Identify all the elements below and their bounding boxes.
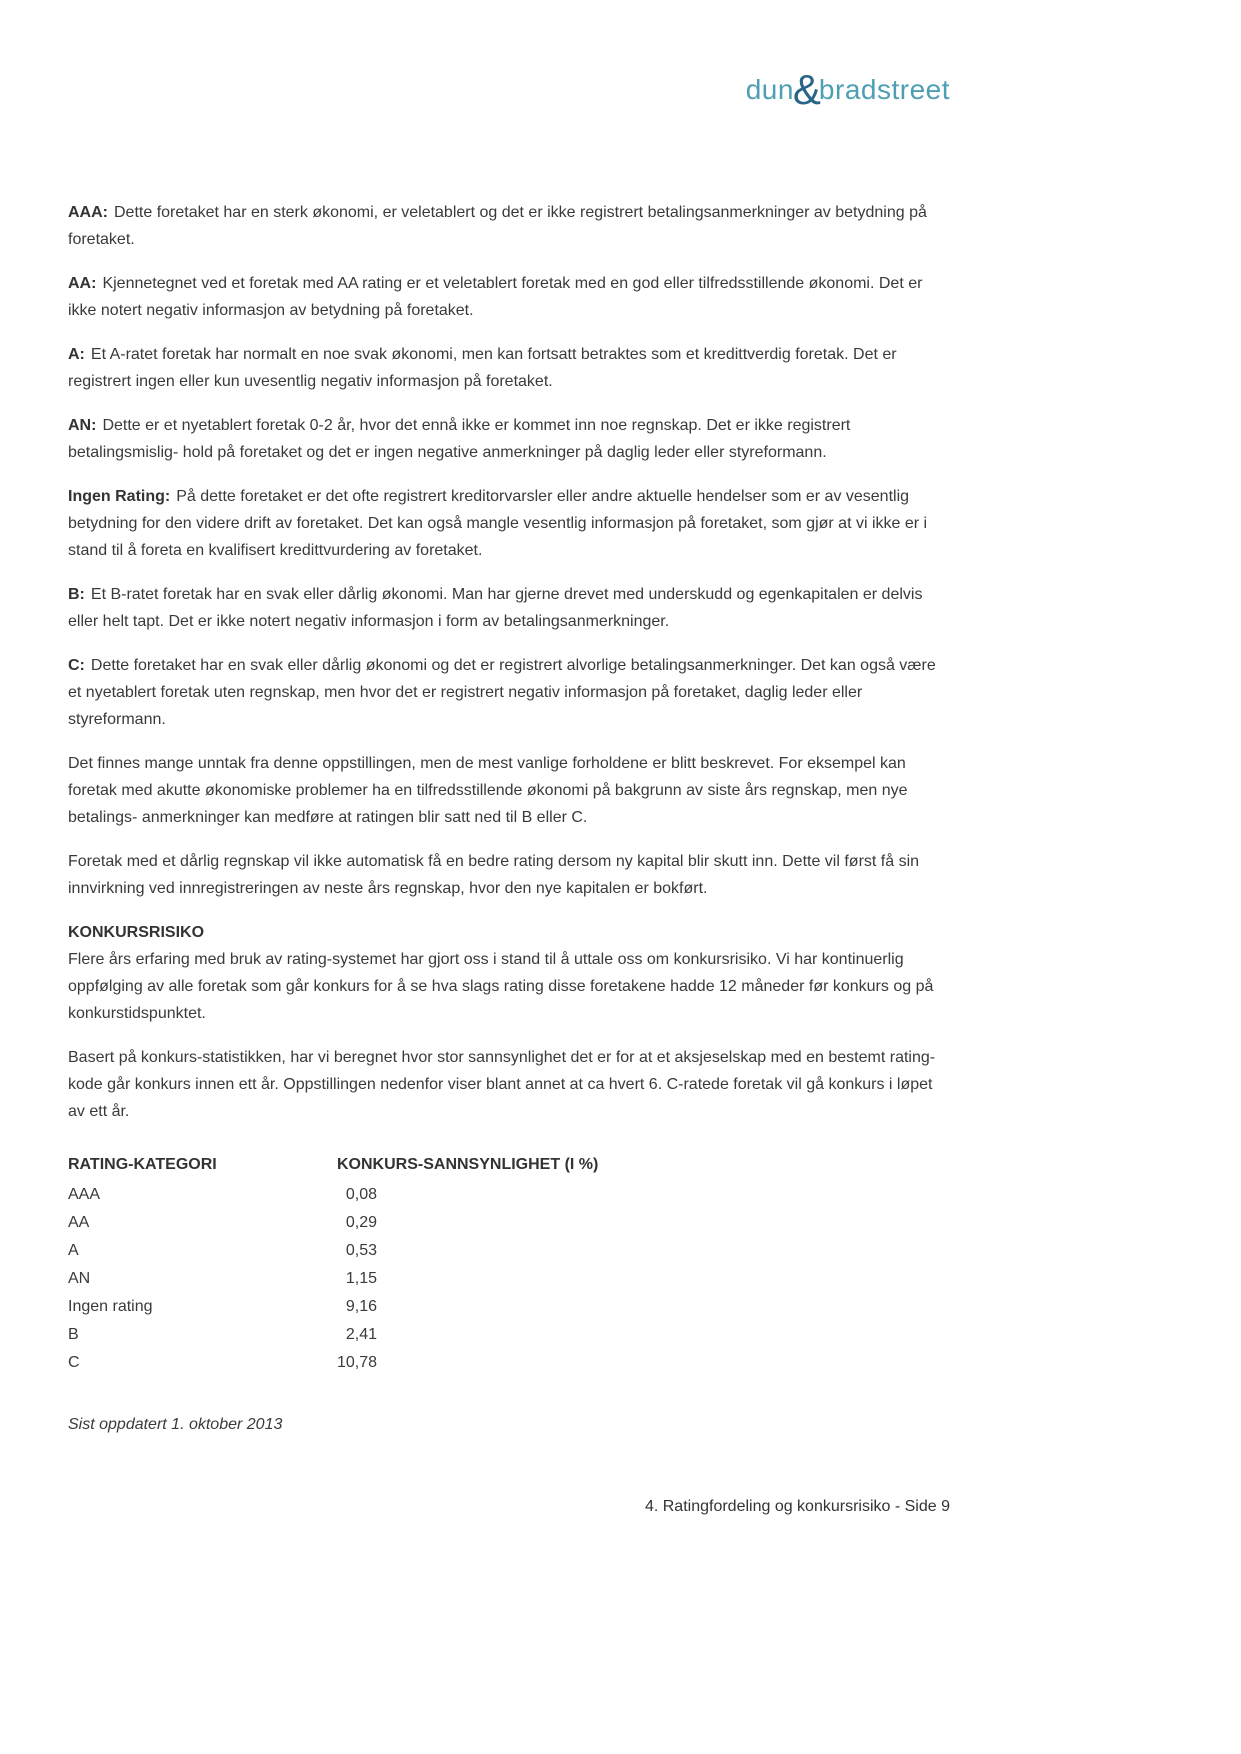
logo-word-bradstreet: bradstreet — [818, 74, 950, 105]
rating-label-c: C: — [68, 657, 85, 674]
logo-word-dun: dun — [745, 74, 794, 105]
paragraph-text: Et A-ratet foretak har normalt en noe svak økonomi, men kan fortsatt betraktes som et kredittverdig foretak. Det er registrert ingen eller kun uvesentlig negativ informasjon på foretaket. — [68, 346, 897, 390]
paragraph-text: Dette foretaket har en sterk økonomi, er veletablert og det er ikke registrert betalingsanmerkninger av betydning på foretaket. — [68, 204, 927, 248]
paragraph-exceptions — [68, 750, 950, 831]
rating-category: Ingen rating — [68, 1298, 153, 1315]
paragraph-a — [68, 341, 950, 395]
konkurs-probability: 9,16 — [345, 1298, 377, 1315]
paragraph-text: Foretak med et dårlig regnskap vil ikke automatisk få en bedre rating dersom ny kapital blir skutt inn. Dette vil først få sin innvirkning ved innregistreringen av neste års regnskap, hvor den nye kapitalen er bokført. — [68, 853, 920, 897]
paragraph-c — [68, 652, 950, 733]
paragraph-new-capital — [68, 848, 950, 902]
rating-category: B — [68, 1326, 79, 1343]
rating-label-aa: AA: — [68, 275, 97, 292]
konkursrisiko-paragraph-2: Basert på konkurs-statistikken, har vi beregnet hvor stor sannsynlighet det er for at et aksjeselskap med en bestemt rating-kode går konkurs innen ett år. Oppstillingen nedenfor viser blant annet at ca hvert 6. C-ratede foretak vil gå konkurs i løpet av ett år. — [68, 1049, 936, 1120]
ampersand-icon: & — [792, 66, 821, 113]
rating-label-a: A: — [68, 346, 85, 363]
table-row — [68, 1293, 950, 1321]
rating-label-ingen-rating: Ingen Rating: — [68, 488, 171, 505]
konkursrisiko-heading: KONKURSRISIKO — [68, 924, 205, 941]
rating-label-aaa: AAA: — [68, 204, 108, 221]
paragraph-text: Kjennetegnet ved et foretak med AA rating er et veletablert foretak med en god eller tilfredsstillende økonomi. Det er ikke notert negativ informasjon av betydning på foretaket. — [68, 275, 923, 319]
konkurs-probability: 0,53 — [345, 1242, 377, 1259]
rating-category: A — [68, 1242, 79, 1259]
table-row — [68, 1209, 950, 1237]
konkurs-probability: 0,29 — [345, 1214, 377, 1231]
konkurs-probability: 1,15 — [345, 1270, 377, 1287]
paragraph-text: På dette foretaket er det ofte registrert kreditorvarsler eller andre aktuelle hendelser som er av vesentlig betydning for den videre drift av foretaket. Det kan også mangle vesentlig informasjon på foretaket, som gjør at vi ikke er i stand til å foreta en kvalifisert kredittvurdering av foretaket. — [68, 488, 928, 559]
paragraph-an — [68, 412, 950, 466]
paragraph-text: Dette er et nyetablert foretak 0-2 år, hvor det ennå ikke er kommet inn noe regnskap. Det er ikke registrert betalingsmislig- hold på foretaket og det er ingen negative anmerkninger på daglig leder eller styreformann. — [68, 417, 851, 461]
konkursrisiko-paragraph-1: Flere års erfaring med bruk av rating-systemet har gjort oss i stand til å uttale oss om konkursrisiko. Vi har kontinuerlig oppfølging av alle foretak som går konkurs for å se hva slags rating disse foretakene hadde 12 måneder før konkurs og på konkurstidspunktet. — [68, 951, 934, 1022]
rating-probability-table — [68, 1151, 950, 1377]
page-content — [68, 0, 950, 1438]
paragraph-ingen-rating — [68, 483, 950, 564]
table-row — [68, 1181, 950, 1209]
rating-category: AN — [68, 1270, 91, 1287]
rating-category: AAA — [68, 1186, 101, 1203]
rating-category: C — [68, 1354, 80, 1371]
table-header-row — [68, 1151, 950, 1179]
paragraph-text: Det finnes mange unntak fra denne oppstillingen, men de mest vanlige forholdene er blitt beskrevet. For eksempel kan foretak med akutte økonomiske problemer ha en tilfredsstillende økonomi på bakgrunn av siste års regnskap, men nye betalings- anmerkninger kan medføre at ratingen blir satt ned til B eller C. — [68, 755, 908, 826]
paragraph-b — [68, 581, 950, 635]
table-row — [68, 1265, 950, 1293]
konkurs-probability: 2,41 — [345, 1326, 377, 1343]
paragraph-text: Dette foretaket har en svak eller dårlig økonomi og det er registrert alvorlige betalingsanmerkninger. Det kan også være et nyetablert foretak uten regnskap, men hvor det er registrert negativ informasjon på foretaket, daglig leder eller styreformann. — [68, 657, 936, 728]
dun-bradstreet-logo — [68, 0, 950, 115]
column-header-konkurs-sannsynlighet: KONKURS-SANNSYNLIGHET (I %) — [337, 1156, 599, 1173]
paragraph-aa — [68, 270, 950, 324]
column-header-rating-kategori: RATING-KATEGORI — [68, 1156, 217, 1173]
table-row — [68, 1237, 950, 1265]
page-footer: 4. Ratingfordeling og konkursrisiko - Side 9 — [644, 1498, 950, 1515]
table-row — [68, 1349, 950, 1377]
paragraph-aaa — [68, 199, 950, 253]
konkurs-probability: 0,08 — [345, 1186, 377, 1203]
paragraph-text: Et B-ratet foretak har en svak eller dårlig økonomi. Man har gjerne drevet med underskudd og egenkapitalen er delvis eller helt tapt. Det er ikke notert negativ informasjon i form av betalingsanmerkninger. — [68, 586, 923, 630]
rating-label-b: B: — [68, 586, 85, 603]
rating-category: AA — [68, 1214, 90, 1231]
rating-label-an: AN: — [68, 417, 97, 434]
last-updated-note: Sist oppdatert 1. oktober 2013 — [68, 1416, 283, 1433]
konkurs-probability: 10,78 — [337, 1354, 378, 1371]
table-row — [68, 1321, 950, 1349]
